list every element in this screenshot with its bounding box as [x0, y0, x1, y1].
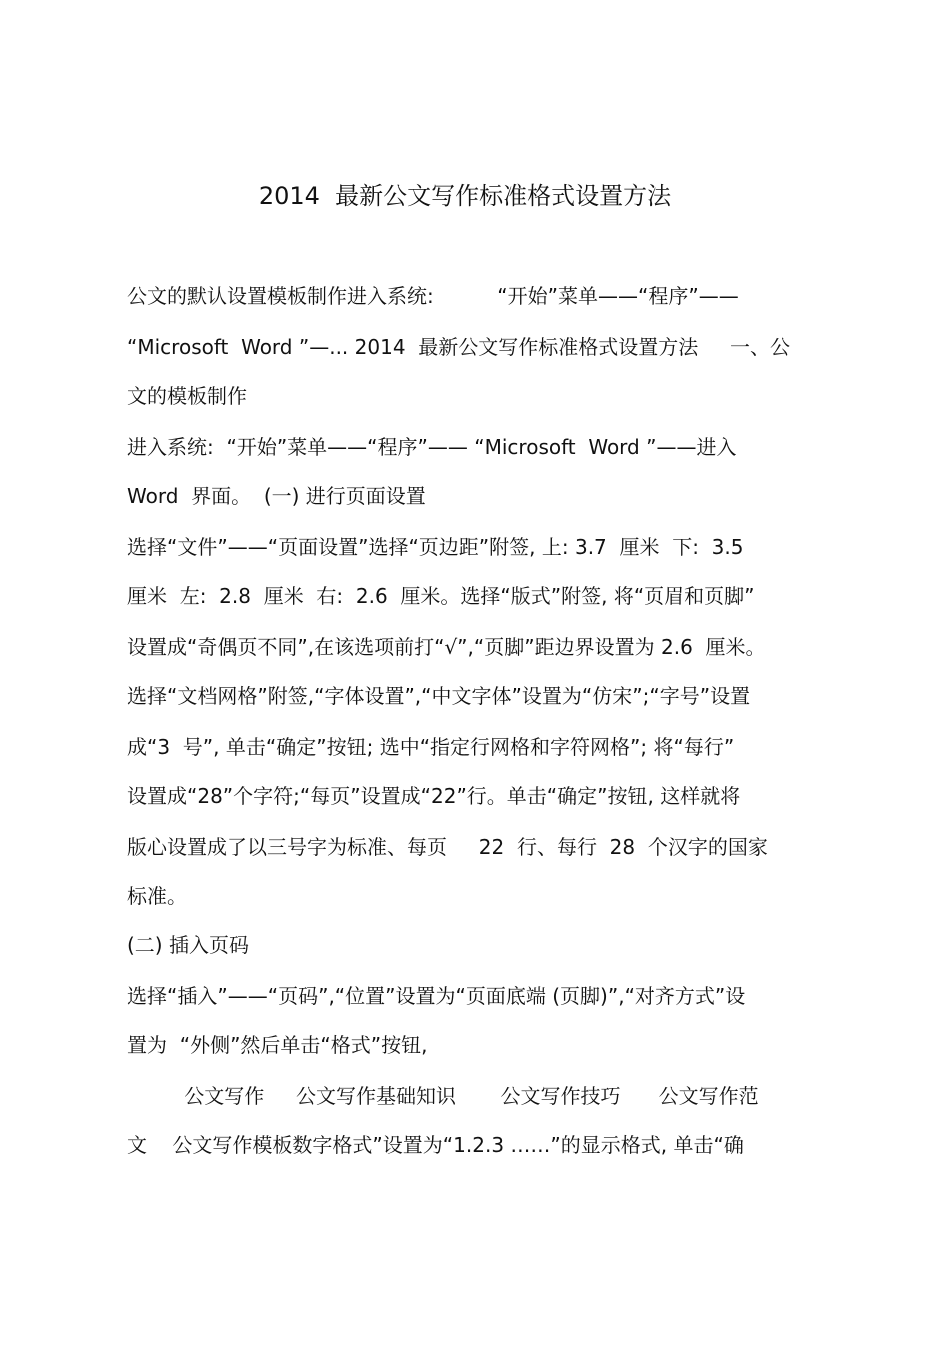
body-line-1: 公文的默认设置模板制作进入系统: “开始”菜单——“程序”—— — [127, 284, 739, 308]
body-line-10: 成“3 号”, 单击“确定”按钮; 选中“指定行网格和字符网格”; 将“每行” — [127, 735, 735, 759]
body-line-2: “Microsoft Word ”—... 2014 最新公文写作标准格式设置方法 一、公 — [127, 335, 791, 359]
body-line-12: 版心设置成了以三号字为标准、每页 22 行、每行 28 个汉字的国家 — [127, 835, 768, 859]
body-line-13: 标准。 — [127, 884, 187, 908]
body-line-17: 公文写作 公文写作基础知识 公文写作技巧 公文写作范 — [127, 1084, 759, 1108]
body-line-14: (二) 插入页码 — [127, 933, 249, 957]
body-line-6: 选择“文件”——“页面设置”选择“页边距”附签, 上: 3.7 厘米 下: 3.5 — [127, 535, 744, 559]
body-line-7: 厘米 左: 2.8 厘米 右: 2.6 厘米。选择“版式”附签, 将“页眉和页脚” — [127, 584, 755, 608]
body-line-18: 文 公文写作模板数字格式”设置为“1.2.3 ……”的显示格式, 单击“确 — [127, 1133, 744, 1157]
body-line-8: 设置成“奇偶页不同”,在该选项前打“√”,“页脚”距边界设置为 2.6 厘米。 — [127, 635, 766, 659]
body-line-4: 进入系统: “开始”菜单——“程序”—— “Microsoft Word ”——进入 — [127, 435, 737, 459]
body-line-16: 置为 “外侧”然后单击“格式”按钮, — [127, 1033, 428, 1057]
body-line-5: Word 界面。 (一) 进行页面设置 — [127, 484, 426, 508]
body-line-3: 文的模板制作 — [127, 384, 247, 408]
body-line-15: 选择“插入”——“页码”,“位置”设置为“页面底端 (页脚)”,“对齐方式”设 — [127, 984, 746, 1008]
body-line-9: 选择“文档网格”附签,“字体设置”,“中文字体”设置为“仿宋”;“字号”设置 — [127, 684, 751, 708]
document-title: 2014 最新公文写作标准格式设置方法 — [258, 182, 672, 210]
body-line-11: 设置成“28”个字符;“每页”设置成“22”行。单击“确定”按钮, 这样就将 — [127, 784, 741, 808]
